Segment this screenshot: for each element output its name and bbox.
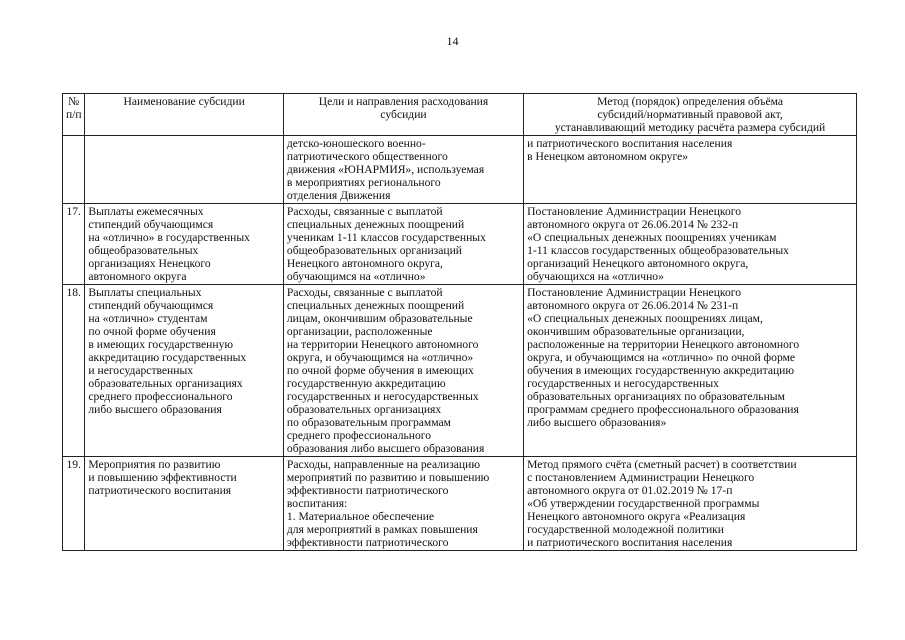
text-line: автономного округа	[88, 270, 187, 283]
text-line: эффективности патриотического	[286, 484, 449, 497]
text-line: Мероприятия по развитию	[88, 458, 221, 471]
goals-cell	[283, 285, 523, 457]
text-line: Наименование субсидии	[123, 95, 245, 108]
text-line: устанавливающий методику расчёта размера субсидий	[554, 121, 826, 134]
text-line: программам среднего профессионального образования	[527, 403, 799, 416]
goals-cell	[283, 204, 523, 285]
text-line: Выплаты специальных	[88, 286, 202, 299]
text-line: государственных и негосударственных	[527, 377, 719, 390]
text-line: патриотического воспитания	[88, 484, 232, 497]
text-line: среднего профессионального	[88, 390, 233, 403]
text-line: автономного округа от 01.02.2019 № 17-п	[527, 484, 733, 497]
text-line: мероприятий по развитию и повышению	[286, 471, 490, 484]
table-row	[63, 285, 857, 457]
subsidy-name-cell	[85, 457, 284, 551]
text-line: движения «ЮНАРМИЯ», используемая	[286, 163, 485, 176]
text-line: округа, и обучающимся на «отлично» по очной форме	[527, 351, 796, 364]
text-line: аккредитацию государственных	[88, 351, 247, 364]
text-line: Метод прямого счёта (сметный расчет) в соответствии	[527, 458, 797, 471]
subsidy-name-cell	[85, 204, 284, 285]
text-line: либо высшего образования»	[527, 416, 667, 429]
text-line: расположенные на территории Ненецкого автономного	[527, 338, 800, 351]
text-line: Выплаты ежемесячных	[88, 205, 204, 218]
subsidy-name-cell	[85, 136, 284, 204]
text-line: образовательных организациях по образовательным	[527, 390, 785, 403]
text-line: субсидий/нормативный правовой акт,	[597, 108, 783, 121]
text-line: образовательных организациях	[88, 377, 243, 390]
text-line: воспитания:	[286, 497, 348, 510]
text-line: округа, и обучающимся на «отлично»	[286, 351, 474, 364]
subsidy-name-cell	[85, 285, 284, 457]
text-line: общеобразовательных организаций	[286, 244, 462, 257]
text-line: субсидии	[380, 108, 427, 121]
text-line: автономного округа от 26.06.2014 № 232-п	[527, 218, 739, 231]
text-line: по очной форме обучения в имеющих	[286, 364, 474, 377]
text-line: на «отлично» студентам	[88, 312, 208, 325]
text-line: ученикам 1-11 классов государственных	[286, 231, 486, 244]
row-number	[63, 136, 85, 204]
text-line: государственных и негосударственных	[286, 390, 479, 403]
row-number: 17.	[63, 204, 85, 285]
header-method	[524, 94, 857, 136]
text-line: образовательных организациях	[286, 403, 442, 416]
text-line: среднего профессионального	[286, 429, 432, 442]
text-line: общеобразовательных	[88, 244, 199, 257]
text-line: Расходы, связанные с выплатой	[286, 286, 443, 299]
text-line: государственную аккредитацию	[286, 377, 446, 390]
page-number: 14	[446, 34, 459, 48]
text-line: и негосударственных	[88, 364, 194, 377]
text-line: Цели и направления расходования	[318, 95, 489, 108]
text-line: Расходы, связанные с выплатой	[286, 205, 443, 218]
text-line: с постановлением Администрации Ненецкого	[527, 471, 755, 484]
row-number: 19.	[63, 457, 85, 551]
goals-cell	[283, 136, 523, 204]
text-line: п/п	[66, 108, 82, 121]
text-line: и повышению эффективности	[88, 471, 237, 484]
table-header-row	[63, 94, 857, 136]
header-num	[63, 94, 85, 136]
text-line: обучающихся на «отлично»	[527, 270, 664, 283]
text-line: и патриотического воспитания населения	[527, 536, 733, 549]
text-line: для мероприятий в рамках повышения	[286, 523, 478, 536]
method-cell	[524, 136, 857, 204]
header-name	[85, 94, 284, 136]
table-row	[63, 136, 857, 204]
row-number: 18.	[63, 285, 85, 457]
text-line: обучения в имеющих государственную аккредитацию	[527, 364, 795, 377]
text-line: в Ненецком автономном округе»	[527, 150, 689, 163]
text-line: «О специальных денежных поощрениях лицам,	[527, 312, 763, 325]
header-goals	[283, 94, 523, 136]
text-line: «Об утверждении государственной программы	[527, 497, 760, 510]
text-line: обучающимся на «отлично»	[286, 270, 426, 283]
text-line: в имеющих государственную	[88, 338, 234, 351]
subsidy-table	[62, 93, 857, 551]
table-row	[63, 204, 857, 285]
text-line: организаций Ненецкого автономного округа,	[527, 257, 749, 270]
text-line: патриотического общественного	[286, 150, 448, 163]
text-line: 1. Материальное обеспечение	[286, 510, 435, 523]
text-line: №	[68, 95, 80, 108]
text-line: стипендий обучающимся	[88, 218, 214, 231]
text-line: и патриотического воспитания населения	[527, 137, 733, 150]
goals-cell	[283, 457, 523, 551]
text-line: на «отлично» в государственных	[88, 231, 250, 244]
text-line: на территории Ненецкого автономного	[286, 338, 479, 351]
text-line: Ненецкого автономного округа «Реализация	[527, 510, 746, 523]
method-cell	[524, 285, 857, 457]
text-line: по очной форме обучения	[88, 325, 216, 338]
text-line: по образовательным программам	[286, 416, 451, 429]
text-line: детско-юношеского военно-	[286, 137, 426, 150]
table-row	[63, 457, 857, 551]
text-line: либо высшего образования	[88, 403, 222, 416]
text-line: 1-11 классов государственных общеобразовательных	[527, 244, 789, 257]
text-line: образования либо высшего образования	[286, 442, 485, 455]
text-line: Ненецкого автономного округа,	[286, 257, 443, 270]
text-line: Постановление Администрации Ненецкого	[527, 286, 741, 299]
text-line: Метод (порядок) определения объёма	[597, 95, 784, 108]
text-line: Расходы, направленные на реализацию	[286, 458, 480, 471]
text-line: «О специальных денежных поощрениях ученикам	[527, 231, 777, 244]
method-cell	[524, 204, 857, 285]
text-line: организациях Ненецкого	[88, 257, 211, 270]
text-line: специальных денежных поощрений	[286, 299, 465, 312]
text-line: государственной молодежной политики	[527, 523, 724, 536]
text-line: специальных денежных поощрений	[286, 218, 465, 231]
text-line: организации, расположенные	[286, 325, 433, 338]
text-line: отделения Движения	[286, 189, 391, 202]
text-line: лицам, окончившим образовательные	[286, 312, 473, 325]
text-line: Постановление Администрации Ненецкого	[527, 205, 741, 218]
text-line: в мероприятиях регионального	[286, 176, 441, 189]
text-line: стипендий обучающимся	[88, 299, 214, 312]
text-line: эффективности патриотического	[286, 536, 449, 549]
method-cell	[524, 457, 857, 551]
text-line: автономного округа от 26.06.2014 № 231-п	[527, 299, 739, 312]
text-line: окончившим образовательные организации,	[527, 325, 745, 338]
